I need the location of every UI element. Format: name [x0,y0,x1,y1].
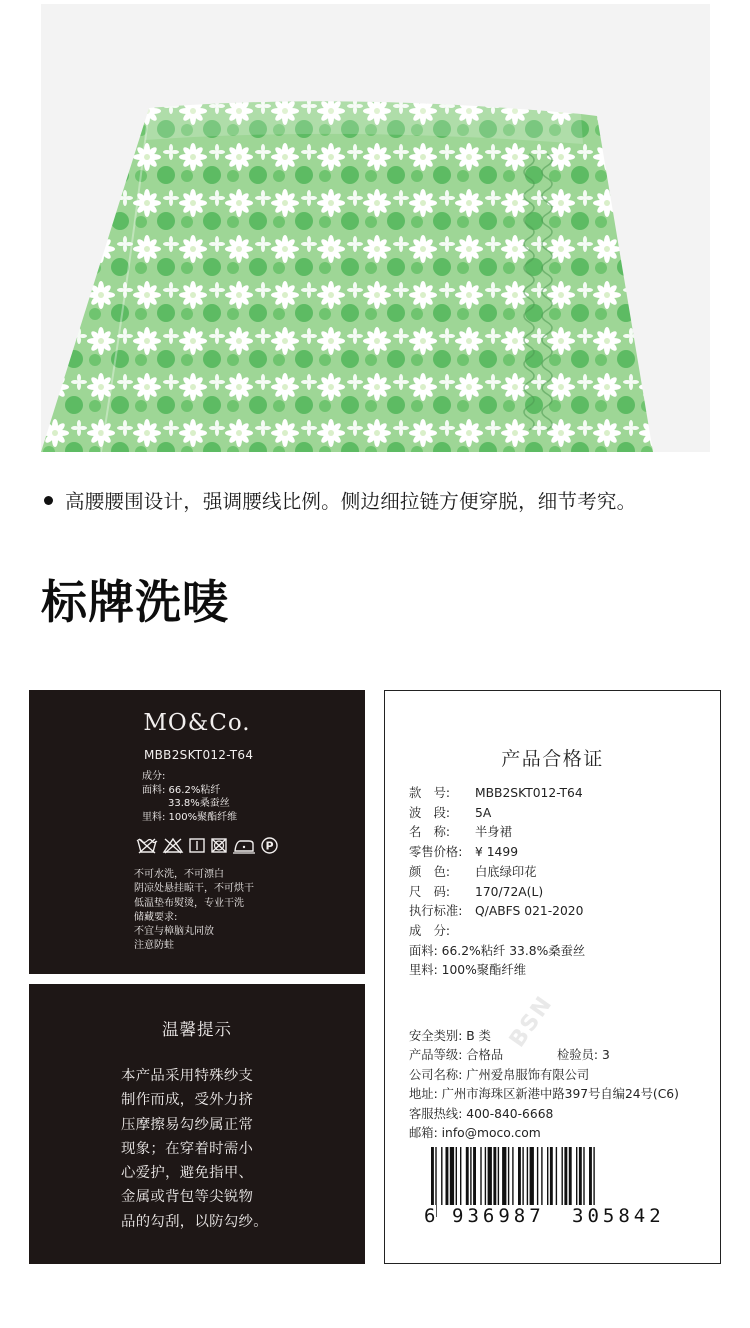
barcode-bar [473,1147,476,1205]
product-grade: 产品等级: 合格品 [409,1048,504,1063]
barcode-bar [522,1147,523,1205]
bullet-icon [44,496,53,505]
care-note: 储藏要求: [134,911,178,923]
barcode-bar [470,1147,471,1205]
composition-line: 33.8%桑蚕丝 [168,798,230,809]
certificate-title: 产品合格证 [501,748,604,770]
field-row [409,804,585,824]
field-value: 5A [475,805,492,820]
barcode-bar [502,1147,506,1205]
barcode-bar [550,1147,553,1205]
barcode-bar [569,1147,572,1205]
tips-line: 制作而成，受外力挤 [121,1092,254,1109]
barcode-bar [541,1147,542,1205]
inspector: 检验员: 3 [557,1048,610,1063]
company-name: 公司名称: 广州爱帛服饰有限公司 [409,1067,590,1082]
barcode-bar [446,1147,449,1205]
tips-line: 金属或背包等尖锐物 [121,1189,254,1206]
style-code: MBB2SKT012-T64 [144,748,254,762]
barcode-bar [508,1147,509,1205]
barcode-digits [421,1205,691,1233]
tips-line: 品的勾刮，以防勾纱。 [121,1213,268,1230]
field-row [409,823,585,843]
barcode-bar [583,1147,584,1205]
field-value: Q/ABFS 021-2020 [475,904,584,919]
composition-line: 面料: 66.2%粘纤 [142,784,221,796]
barcode-bar [527,1147,528,1205]
composition-line: 里料: 100%聚酯纤维 [409,962,526,977]
composition-line: 里料: 100%聚酯纤维 [142,811,238,823]
iron-low-icon [232,837,256,854]
field-row [409,922,585,942]
composition-line: 面料: 66.2%粘纤 33.8%桑蚕丝 [409,943,586,958]
barcode-bar [547,1147,548,1205]
grade-row [409,1046,679,1065]
barcode-bar [530,1147,534,1205]
certificate-info [409,1027,679,1143]
tips-line: 压摩擦易勾纱属正常 [121,1116,254,1133]
hotline: 客服热线: 400-840-6668 [409,1106,554,1121]
barcode-bar [466,1147,469,1205]
field-row [409,902,585,922]
field-row [409,784,585,804]
tips-line: 现象；在穿着时需小 [121,1140,254,1157]
barcode-bar [488,1147,492,1205]
field-value: ¥ 1499 [475,845,519,860]
skirt-illustration [41,4,710,452]
field-value: 170/72A(L) [475,884,544,899]
barcode-bar [564,1147,567,1205]
watermark: BSN [504,990,559,1053]
tips-line: 心爱护，避免指甲、 [121,1165,254,1182]
barcode-bar [556,1147,557,1205]
hang-dry-icon [188,837,206,854]
barcode-bar [485,1147,486,1205]
address: 地址: 广州市海珠区新港中路397号自编24号(C6) [409,1087,679,1102]
email: 邮箱: info@moco.com [409,1126,541,1141]
product-photo-skirt [41,4,710,452]
field-key: 款 号: [409,786,451,800]
field-key: 尺 码: [409,884,451,899]
tips-title: 温馨提示 [162,1020,232,1039]
barcode-bar [579,1147,582,1205]
care-note: 阴凉处悬挂晾干，不可烘干 [134,883,254,895]
svg-text:P: P [265,839,274,853]
tips-panel [29,984,365,1264]
care-label-panel [29,690,365,974]
brand-logo: MO&Co. [143,710,251,736]
barcode-digits-left: 936987 [452,1205,545,1227]
field-value: MBB2SKT012-T64 [475,786,583,800]
composition-block [142,770,237,824]
care-note: 低温垫布熨烫，专业干洗 [134,897,244,909]
field-key: 零售价格: [409,845,463,860]
barcode-bar [498,1147,499,1205]
barcode-digits-right: 305842 [572,1205,665,1227]
barcode-bar [493,1147,496,1205]
care-notes [134,868,254,954]
safety-category: 安全类别: B 类 [409,1029,491,1043]
certificate-panel [384,690,721,1264]
field-key: 名 称: [409,825,451,840]
barcode-bar [450,1147,454,1205]
barcode-bar [576,1147,577,1205]
field-key: 执行标准: [409,904,463,919]
barcode-digit-lead: 6 [424,1205,436,1227]
care-note: 不宜与樟脑丸同放 [134,926,214,938]
feature-text: 高腰腰围设计，强调腰线比例。侧边细拉链方便穿脱，细节考究。 [65,490,637,513]
barcode-bar [460,1147,461,1205]
composition-line: 成分: [142,771,166,782]
care-note: 不可水洗，不可漂白 [134,869,224,880]
field-key: 颜 色: [409,864,451,879]
field-key: 成 分: [409,923,451,938]
field-row [409,883,585,903]
no-wash-icon [136,837,158,854]
field-value: 半身裙 [475,825,512,840]
care-symbols [136,836,279,855]
field-value: 白底绿印花 [475,864,537,879]
field-row [409,863,585,883]
barcode-bar [456,1147,457,1205]
tips-body [121,1064,268,1234]
barcode-bar [562,1147,563,1205]
tips-line: 本产品采用特殊纱支 [121,1068,254,1084]
barcode-bar [441,1147,442,1205]
field-key: 波 段: [409,805,451,820]
dry-clean-p-icon [260,836,279,855]
care-note: 注意防蛀 [134,940,174,952]
section-title: 标牌洗唛 [41,575,229,629]
field-row [409,843,585,863]
no-bleach-icon [162,837,184,854]
certificate-fields [409,784,585,980]
barcode-bar [480,1147,481,1205]
barcode-bar [537,1147,538,1205]
no-tumble-dry-icon [210,837,228,854]
feature-bullet [44,486,734,514]
